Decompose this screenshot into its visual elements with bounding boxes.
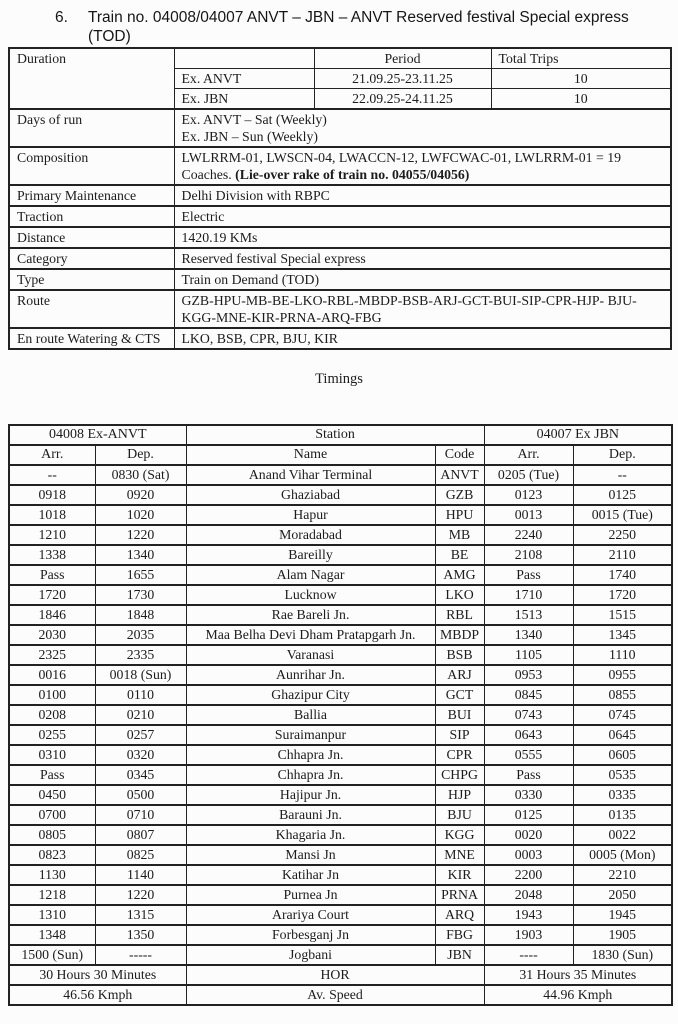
arr2-cell: 0003 xyxy=(484,845,573,865)
group-header-04007: 04007 Ex JBN xyxy=(484,425,672,445)
timetable-subheader-row xyxy=(9,445,672,465)
station-name-cell: Suraimanpur xyxy=(186,725,435,745)
station-name-cell: Forbesganj Jn xyxy=(186,925,435,945)
timetable-row xyxy=(9,725,672,745)
days-of-run-value xyxy=(174,109,671,147)
station-code-cell: HJP xyxy=(435,785,484,805)
arr2-cell: 1943 xyxy=(484,905,573,925)
dep1-cell: 1140 xyxy=(95,865,186,885)
station-name-cell: Hajipur Jn. xyxy=(186,785,435,805)
arr1-header: Arr. xyxy=(9,445,95,465)
traction-value: Electric xyxy=(174,206,671,227)
arr2-cell: 2200 xyxy=(484,865,573,885)
arr2-cell: 0013 xyxy=(484,505,573,525)
station-name-cell: Mansi Jn xyxy=(186,845,435,865)
title-line1: Train no. 04008/04007 ANVT – JBN – ANVT Reserved festival Special express xyxy=(88,9,629,26)
timetable-row xyxy=(9,745,672,765)
arr2-cell: 1903 xyxy=(484,925,573,945)
dep1-cell: 1220 xyxy=(95,885,186,905)
arr1-cell: Pass xyxy=(9,565,95,585)
station-name-cell: Moradabad xyxy=(186,525,435,545)
arr2-header: Arr. xyxy=(484,445,573,465)
arr1-cell: 1846 xyxy=(9,605,95,625)
timetable-row xyxy=(9,525,672,545)
arr2-cell: 0743 xyxy=(484,705,573,725)
dep1-cell: 0500 xyxy=(95,785,186,805)
arr1-cell: 1310 xyxy=(9,905,95,925)
station-name-cell: Chhapra Jn. xyxy=(186,765,435,785)
route-line1: GZB-HPU-MB-BE-LKO-RBL-MBDP-BSB-ARJ-GCT-BUI-SIP-CPR-HJP- BJU- xyxy=(181,293,637,308)
dep2-cell: 1345 xyxy=(573,625,672,645)
ex-jbn-period: 22.09.25-24.11.25 xyxy=(314,89,491,110)
arr1-cell: 0016 xyxy=(9,665,95,685)
station-code-cell: CHPG xyxy=(435,765,484,785)
dep2-cell: 0135 xyxy=(573,805,672,825)
station-name-cell: Arariya Court xyxy=(186,905,435,925)
primary-maintenance-value: Delhi Division with RBPC xyxy=(174,185,671,206)
arr1-cell: 0208 xyxy=(9,705,95,725)
hor-right-value: 31 Hours 35 Minutes xyxy=(484,965,672,985)
timings-table xyxy=(8,424,673,1006)
arr1-cell: 1210 xyxy=(9,525,95,545)
station-name-cell: Varanasi xyxy=(186,645,435,665)
arr2-cell: 0020 xyxy=(484,825,573,845)
arr2-cell: 1340 xyxy=(484,625,573,645)
dep1-cell: 0345 xyxy=(95,765,186,785)
dep2-cell: 0125 xyxy=(573,485,672,505)
dep1-cell: 0320 xyxy=(95,745,186,765)
station-code-cell: GCT xyxy=(435,685,484,705)
timetable-row xyxy=(9,505,672,525)
timetable-row xyxy=(9,765,672,785)
arr2-cell: 0123 xyxy=(484,485,573,505)
station-code-cell: ARJ xyxy=(435,665,484,685)
dep2-cell: 1110 xyxy=(573,645,672,665)
station-name-cell: Rae Bareli Jn. xyxy=(186,605,435,625)
station-name-cell: Barauni Jn. xyxy=(186,805,435,825)
timetable-row xyxy=(9,925,672,945)
arr2-cell: 0205 (Tue) xyxy=(484,465,573,485)
station-code-cell: KIR xyxy=(435,865,484,885)
route-value xyxy=(174,290,671,328)
dep2-cell: 1905 xyxy=(573,925,672,945)
station-code-cell: AMG xyxy=(435,565,484,585)
timetable-row xyxy=(9,485,672,505)
arr1-cell: 0255 xyxy=(9,725,95,745)
arr1-cell: 2030 xyxy=(9,625,95,645)
timetable-group-header-row xyxy=(9,425,672,445)
station-code-cell: MB xyxy=(435,525,484,545)
station-name-cell: Hapur xyxy=(186,505,435,525)
arr1-cell: 1348 xyxy=(9,925,95,945)
station-name-cell: Purnea Jn xyxy=(186,885,435,905)
station-code-cell: ANVT xyxy=(435,465,484,485)
dep2-cell: 2250 xyxy=(573,525,672,545)
distance-value: 1420.19 KMs xyxy=(174,227,671,248)
dep1-cell: 0920 xyxy=(95,485,186,505)
station-code-cell: ARQ xyxy=(435,905,484,925)
timetable-row xyxy=(9,625,672,645)
dep2-cell: -- xyxy=(573,465,672,485)
timetable-row xyxy=(9,905,672,925)
dep1-cell: 0257 xyxy=(95,725,186,745)
dep2-cell: 1515 xyxy=(573,605,672,625)
station-code-cell: BJU xyxy=(435,805,484,825)
station-name-cell: Lucknow xyxy=(186,585,435,605)
primary-maintenance-label: Primary Maintenance xyxy=(9,185,174,206)
page-title xyxy=(0,8,678,46)
arr2-cell: 0643 xyxy=(484,725,573,745)
duration-label: Duration xyxy=(9,48,174,109)
timetable-row xyxy=(9,605,672,625)
days-of-run-line1: Ex. ANVT – Sat (Weekly) xyxy=(181,112,327,127)
station-code-cell: CPR xyxy=(435,745,484,765)
primary-maintenance-row xyxy=(9,185,671,206)
dep2-cell: 0005 (Mon) xyxy=(573,845,672,865)
title-number: 6. xyxy=(55,9,68,26)
arr2-cell: 0555 xyxy=(484,745,573,765)
station-code-cell: RBL xyxy=(435,605,484,625)
station-code-cell: FBG xyxy=(435,925,484,945)
timetable-row xyxy=(9,845,672,865)
duration-header-row xyxy=(9,48,671,69)
dep2-cell: 2050 xyxy=(573,885,672,905)
station-name-cell: Bareilly xyxy=(186,545,435,565)
arr2-cell: 1710 xyxy=(484,585,573,605)
arr2-cell: Pass xyxy=(484,765,573,785)
dep1-cell: 2035 xyxy=(95,625,186,645)
dep1-cell: 1220 xyxy=(95,525,186,545)
type-label: Type xyxy=(9,269,174,290)
ex-jbn-trips: 10 xyxy=(491,89,671,110)
arr2-cell: 0330 xyxy=(484,785,573,805)
code-header: Code xyxy=(435,445,484,465)
dep1-cell: ----- xyxy=(95,945,186,965)
dep1-cell: 2335 xyxy=(95,645,186,665)
timetable-row xyxy=(9,585,672,605)
dep2-cell: 0015 (Tue) xyxy=(573,505,672,525)
station-code-cell: PRNA xyxy=(435,885,484,905)
arr1-cell: 1500 (Sun) xyxy=(9,945,95,965)
station-name-cell: Katihar Jn xyxy=(186,865,435,885)
station-code-cell: KGG xyxy=(435,825,484,845)
arr1-cell: 0700 xyxy=(9,805,95,825)
category-label: Category xyxy=(9,248,174,269)
dep2-cell: 0745 xyxy=(573,705,672,725)
arr2-cell: 1513 xyxy=(484,605,573,625)
timings-heading: Timings xyxy=(315,371,363,387)
arr1-cell: 1720 xyxy=(9,585,95,605)
station-code-cell: LKO xyxy=(435,585,484,605)
watering-value: LKO, BSB, CPR, BJU, KIR xyxy=(174,328,671,349)
timetable-row xyxy=(9,465,672,485)
arr2-cell: 2048 xyxy=(484,885,573,905)
route-label: Route xyxy=(9,290,174,328)
arr2-cell: 0953 xyxy=(484,665,573,685)
total-trips-header: Total Trips xyxy=(491,48,671,69)
station-name-cell: Aunrihar Jn. xyxy=(186,665,435,685)
speed-left-value: 46.56 Kmph xyxy=(9,985,186,1005)
arr1-cell: 1130 xyxy=(9,865,95,885)
composition-label: Composition xyxy=(9,147,174,185)
dep2-cell: 0855 xyxy=(573,685,672,705)
station-name-cell: Ballia xyxy=(186,705,435,725)
name-header: Name xyxy=(186,445,435,465)
dep2-cell: 2110 xyxy=(573,545,672,565)
station-name-cell: Alam Nagar xyxy=(186,565,435,585)
timetable-row xyxy=(9,665,672,685)
dep1-cell: 0210 xyxy=(95,705,186,725)
group-header-04008: 04008 Ex-ANVT xyxy=(9,425,186,445)
timetable-row xyxy=(9,865,672,885)
arr1-cell: 0310 xyxy=(9,745,95,765)
dep2-cell: 1945 xyxy=(573,905,672,925)
period-header: Period xyxy=(314,48,491,69)
station-name-cell: Ghaziabad xyxy=(186,485,435,505)
station-code-cell: BUI xyxy=(435,705,484,725)
arr2-cell: 0845 xyxy=(484,685,573,705)
hor-row xyxy=(9,965,672,985)
route-line2: KGG-MNE-KIR-PRNA-ARQ-FBG xyxy=(181,310,382,325)
arr1-cell: 2325 xyxy=(9,645,95,665)
timetable-row xyxy=(9,705,672,725)
arr1-cell: 1338 xyxy=(9,545,95,565)
station-code-cell: BSB xyxy=(435,645,484,665)
dep1-cell: 1315 xyxy=(95,905,186,925)
ex-jbn-label: Ex. JBN xyxy=(174,89,314,110)
title-text xyxy=(88,8,678,46)
dep1-cell: 1730 xyxy=(95,585,186,605)
timetable-row xyxy=(9,785,672,805)
duration-blank-cell xyxy=(174,48,314,69)
traction-label: Traction xyxy=(9,206,174,227)
arr2-cell: 0125 xyxy=(484,805,573,825)
days-of-run-row xyxy=(9,109,671,147)
arr2-cell: ---- xyxy=(484,945,573,965)
dep2-cell: 0535 xyxy=(573,765,672,785)
station-code-cell: GZB xyxy=(435,485,484,505)
dep2-cell: 0955 xyxy=(573,665,672,685)
arr1-cell: 0100 xyxy=(9,685,95,705)
dep1-cell: 0825 xyxy=(95,845,186,865)
station-name-cell: Jogbani xyxy=(186,945,435,965)
hor-left-value: 30 Hours 30 Minutes xyxy=(9,965,186,985)
dep2-cell: 1830 (Sun) xyxy=(573,945,672,965)
dep2-cell: 0605 xyxy=(573,745,672,765)
arr1-cell: 0450 xyxy=(9,785,95,805)
station-name-cell: Maa Belha Devi Dham Pratapgarh Jn. xyxy=(186,625,435,645)
traction-row xyxy=(9,206,671,227)
composition-text: LWLRRM-01, LWSCN-04, LWACCN-12, LWFCWAC-01, LWLRRM-01 = 19 Coaches. xyxy=(181,150,622,182)
distance-row xyxy=(9,227,671,248)
arr1-cell: Pass xyxy=(9,765,95,785)
station-name-cell: Chhapra Jn. xyxy=(186,745,435,765)
arr1-cell: -- xyxy=(9,465,95,485)
type-row xyxy=(9,269,671,290)
composition-bold-text: (Lie-over rake of train no. 04055/04056) xyxy=(235,167,470,182)
dep1-cell: 1655 xyxy=(95,565,186,585)
type-value: Train on Demand (TOD) xyxy=(174,269,671,290)
speed-label: Av. Speed xyxy=(186,985,484,1005)
station-name-cell: Ghazipur City xyxy=(186,685,435,705)
dep2-cell: 1740 xyxy=(573,565,672,585)
arr1-cell: 0805 xyxy=(9,825,95,845)
dep1-cell: 1350 xyxy=(95,925,186,945)
station-code-cell: MBDP xyxy=(435,625,484,645)
station-code-cell: SIP xyxy=(435,725,484,745)
dep2-cell: 0335 xyxy=(573,785,672,805)
category-value: Reserved festival Special express xyxy=(174,248,671,269)
timetable-body xyxy=(9,465,672,965)
timetable-row xyxy=(9,685,672,705)
arr2-cell: 2240 xyxy=(484,525,573,545)
watering-label: En route Watering & CTS xyxy=(9,328,174,349)
arr1-cell: 0918 xyxy=(9,485,95,505)
timetable-row xyxy=(9,545,672,565)
timetable-row xyxy=(9,825,672,845)
days-of-run-label: Days of run xyxy=(9,109,174,147)
dep1-cell: 1020 xyxy=(95,505,186,525)
ex-anvt-period: 21.09.25-23.11.25 xyxy=(314,69,491,89)
composition-value xyxy=(174,147,671,185)
arr1-cell: 1218 xyxy=(9,885,95,905)
timetable-row xyxy=(9,885,672,905)
timetable-row xyxy=(9,565,672,585)
dep2-cell: 0022 xyxy=(573,825,672,845)
dep1-cell: 0018 (Sun) xyxy=(95,665,186,685)
avg-speed-row xyxy=(9,985,672,1005)
dep2-cell: 0645 xyxy=(573,725,672,745)
ex-anvt-label: Ex. ANVT xyxy=(174,69,314,89)
ex-anvt-trips: 10 xyxy=(491,69,671,89)
hor-label: HOR xyxy=(186,965,484,985)
arr1-cell: 1018 xyxy=(9,505,95,525)
station-code-cell: MNE xyxy=(435,845,484,865)
dep1-cell: 0830 (Sat) xyxy=(95,465,186,485)
station-name-cell: Anand Vihar Terminal xyxy=(186,465,435,485)
group-header-station: Station xyxy=(186,425,484,445)
dep2-cell: 2210 xyxy=(573,865,672,885)
days-of-run-line2: Ex. JBN – Sun (Weekly) xyxy=(181,129,318,144)
composition-row xyxy=(9,147,671,185)
category-row xyxy=(9,248,671,269)
train-info-table xyxy=(8,47,672,350)
dep2-cell: 1720 xyxy=(573,585,672,605)
watering-row xyxy=(9,328,671,349)
dep2-header: Dep. xyxy=(573,445,672,465)
arr2-cell: 2108 xyxy=(484,545,573,565)
dep1-cell: 0110 xyxy=(95,685,186,705)
dep1-cell: 1340 xyxy=(95,545,186,565)
route-row xyxy=(9,290,671,328)
timetable-row xyxy=(9,805,672,825)
timetable-row xyxy=(9,945,672,965)
arr2-cell: Pass xyxy=(484,565,573,585)
arr2-cell: 1105 xyxy=(484,645,573,665)
dep1-cell: 1848 xyxy=(95,605,186,625)
arr1-cell: 0823 xyxy=(9,845,95,865)
dep1-cell: 0807 xyxy=(95,825,186,845)
timetable-row xyxy=(9,645,672,665)
dep1-header: Dep. xyxy=(95,445,186,465)
station-code-cell: HPU xyxy=(435,505,484,525)
dep1-cell: 0710 xyxy=(95,805,186,825)
speed-right-value: 44.96 Kmph xyxy=(484,985,672,1005)
station-code-cell: JBN xyxy=(435,945,484,965)
station-name-cell: Khagaria Jn. xyxy=(186,825,435,845)
title-line2: (TOD) xyxy=(88,28,131,45)
distance-label: Distance xyxy=(9,227,174,248)
station-code-cell: BE xyxy=(435,545,484,565)
